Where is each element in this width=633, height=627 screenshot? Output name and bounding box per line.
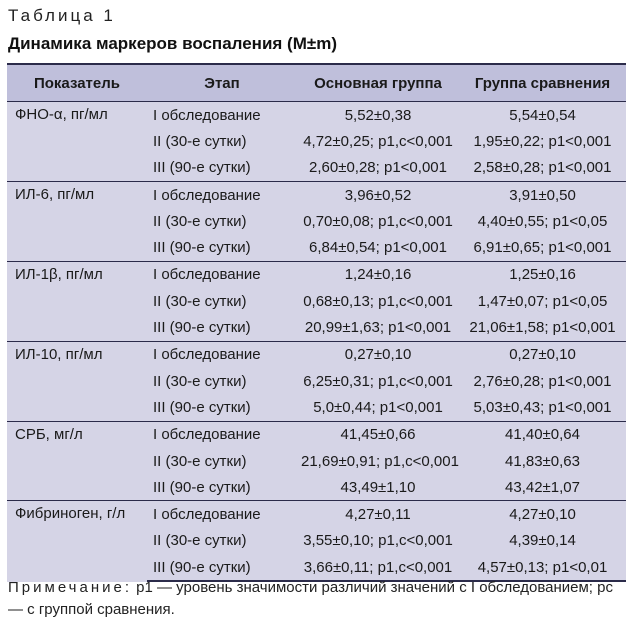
- stage-cell: I обследование: [147, 261, 297, 288]
- main-group-cell: 5,0±0,44; p1<0,001: [313, 398, 443, 416]
- main-group-cell: 0,68±0,13; p1,c<0,001: [303, 292, 453, 310]
- footnote-text: p1 — уровень значимости различий значений с I обследованием; pc — с группой сравнения.: [8, 579, 613, 618]
- header-comparison-group: Группа сравнения: [459, 64, 626, 102]
- table-row: [7, 102, 626, 129]
- stage-cell: III (90-е сутки): [153, 159, 251, 177]
- table-body: [7, 102, 626, 582]
- main-group-cell: 3,66±0,11; p1,c<0,001: [297, 554, 459, 581]
- indicator-cell: Фибриноген, г/л: [7, 501, 147, 581]
- stage-cell: III (90-е сутки): [153, 478, 251, 496]
- comparison-group-cell: 41,83±0,63: [505, 452, 580, 470]
- header-main-group: Основная группа: [297, 64, 459, 102]
- indicator-cell: ФНО-α, пг/мл: [7, 102, 147, 182]
- main-group-cell: 6,84±0,54; p1<0,001: [309, 239, 447, 257]
- stage-cell: III (90-е сутки): [147, 554, 297, 581]
- comparison-group-cell: 4,39±0,14: [509, 532, 576, 550]
- comparison-group-cell: 1,25±0,16: [459, 261, 626, 288]
- main-group-cell: 20,99±1,63; p1<0,001: [304, 319, 452, 337]
- stage-cell: III (90-е сутки): [153, 239, 251, 257]
- main-group-cell: 5,52±0,38: [297, 102, 459, 129]
- comparison-group-cell: 5,03±0,43; p1<0,001: [473, 398, 612, 416]
- indicator-cell: СРБ, мг/л: [7, 421, 147, 501]
- stage-cell: II (30-е сутки): [153, 532, 247, 550]
- comparison-group-cell: 4,57±0,13; p1<0,01: [459, 554, 626, 581]
- comparison-group-cell: 1,47±0,07; p1<0,05: [477, 292, 608, 310]
- table-row: [7, 181, 626, 208]
- main-group-cell: 1,24±0,16: [297, 261, 459, 288]
- stage-cell: III (90-е сутки): [153, 398, 251, 416]
- stage-cell: II (30-е сутки): [153, 372, 247, 390]
- main-group-cell: 3,55±0,10; p1,c<0,001: [303, 532, 453, 550]
- main-group-cell: 21,69±0,91; p1,c<0,001: [301, 452, 459, 470]
- main-group-cell: 4,27±0,11: [297, 501, 459, 528]
- comparison-group-cell: 2,76±0,28; p1<0,001: [473, 372, 612, 390]
- main-group-cell: 6,25±0,31; p1,c<0,001: [303, 372, 453, 390]
- main-group-cell: 4,72±0,25; p1,c<0,001: [303, 132, 453, 150]
- footnote-label: Примечание:: [8, 579, 132, 596]
- comparison-group-cell: 0,27±0,10: [459, 341, 626, 368]
- stage-cell: I обследование: [147, 501, 297, 528]
- header-row: [7, 64, 626, 102]
- comparison-group-cell: 4,27±0,10: [459, 501, 626, 528]
- stage-cell: I обследование: [147, 341, 297, 368]
- stage-cell: I обследование: [147, 102, 297, 129]
- header-indicator: Показатель: [7, 64, 147, 102]
- main-group-cell: 2,60±0,28; p1<0,001: [309, 159, 447, 177]
- comparison-group-cell: 3,91±0,50: [459, 181, 626, 208]
- main-group-cell: 3,96±0,52: [297, 181, 459, 208]
- indicator-cell: ИЛ-1β, пг/мл: [7, 261, 147, 341]
- indicator-cell: ИЛ-10, пг/мл: [7, 341, 147, 421]
- stage-cell: II (30-е сутки): [153, 292, 247, 310]
- comparison-group-cell: 41,40±0,64: [459, 421, 626, 448]
- main-group-cell: 43,49±1,10: [340, 478, 416, 496]
- table-number: Таблица 1: [8, 6, 116, 25]
- header-stage: Этап: [147, 64, 297, 102]
- data-table: [7, 63, 626, 582]
- stage-cell: III (90-е сутки): [153, 319, 251, 337]
- indicator-cell: ИЛ-6, пг/мл: [7, 181, 147, 261]
- stage-cell: II (30-е сутки): [153, 132, 247, 150]
- table-row: [7, 341, 626, 368]
- comparison-group-cell: 4,40±0,55; p1<0,05: [477, 212, 608, 230]
- comparison-group-cell: 6,91±0,65; p1<0,001: [473, 239, 612, 257]
- table-title: Динамика маркеров воспаления (M±m): [8, 34, 337, 53]
- table-row: [7, 261, 626, 288]
- footnote: [8, 577, 628, 621]
- comparison-group-cell: 21,06±1,58; p1<0,001: [469, 319, 616, 337]
- table-row: [7, 421, 626, 448]
- comparison-group-cell: 1,95±0,22; p1<0,001: [473, 132, 612, 150]
- comparison-group-cell: 2,58±0,28; p1<0,001: [473, 159, 612, 177]
- stage-cell: I обследование: [147, 181, 297, 208]
- stage-cell: I обследование: [147, 421, 297, 448]
- main-group-cell: 0,27±0,10: [297, 341, 459, 368]
- main-group-cell: 0,70±0,08; p1,c<0,001: [303, 212, 453, 230]
- main-group-cell: 41,45±0,66: [297, 421, 459, 448]
- stage-cell: II (30-е сутки): [153, 212, 247, 230]
- stage-cell: II (30-е сутки): [153, 452, 247, 470]
- comparison-group-cell: 5,54±0,54: [459, 102, 626, 129]
- table-row: [7, 501, 626, 528]
- comparison-group-cell: 43,42±1,07: [505, 478, 580, 496]
